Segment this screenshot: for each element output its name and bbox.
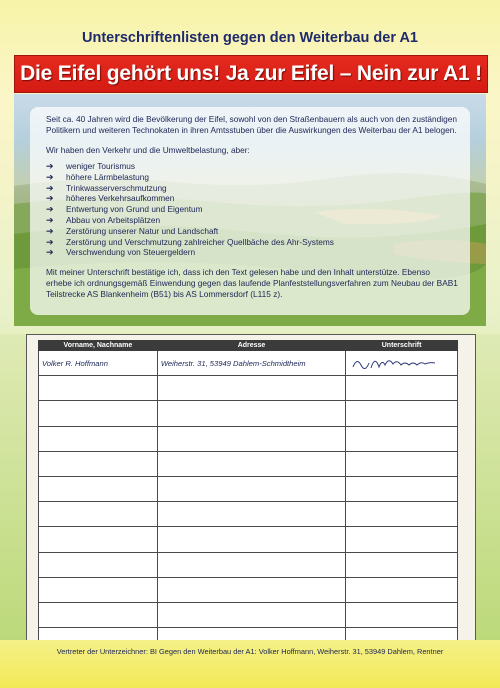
signature-cell[interactable] [346,451,458,476]
signature-cell[interactable] [346,602,458,627]
list-item: ➔ Entwertung von Grund und Eigentum [46,204,203,215]
signature-rows [39,351,458,653]
arrow-right-icon: ➔ [46,225,54,236]
column-header-signature: Unterschrift [346,341,458,351]
signature-cell[interactable] [346,376,458,401]
name-cell[interactable] [39,552,158,577]
address-cell[interactable] [157,401,345,426]
name-cell[interactable] [39,401,158,426]
list-item: ➔ Trinkwasserverschmutzung [46,182,167,193]
list-item: ➔ Verschwendung von Steuergeldern [46,247,196,258]
signature-cell[interactable] [346,476,458,501]
address-cell[interactable] [157,476,345,501]
column-header-address: Adresse [157,341,345,351]
list-item: ➔ weniger Tourismus [46,161,136,171]
side-decoration-left [0,334,26,640]
arrow-right-icon: ➔ [46,236,54,247]
table-row [39,577,458,602]
arrow-right-icon: ➔ [46,193,54,204]
table-row [39,401,458,426]
name-cell[interactable] [39,476,158,501]
table-row [39,602,458,627]
arrow-right-icon: ➔ [46,247,54,258]
signature-cell[interactable] [346,527,458,552]
address-cell[interactable] [157,426,345,451]
table-row [39,552,458,577]
name-cell[interactable] [39,602,158,627]
slogan-banner [14,55,488,93]
name-cell[interactable] [39,426,158,451]
list-item: ➔ höhere Lärmbelastung [46,171,150,182]
arrow-right-icon: ➔ [46,182,54,193]
address-cell[interactable] [157,602,345,627]
table-row [39,376,458,401]
address-cell[interactable]: Weiherstr. 31, 53949 Dahlem-Schmidtheim [157,351,345,376]
name-cell[interactable] [39,502,158,527]
arrow-right-icon: ➔ [46,204,54,215]
address-cell[interactable] [157,577,345,602]
address-cell[interactable] [157,376,345,401]
table-header-row [39,341,458,351]
address-cell[interactable] [157,502,345,527]
signature-cell[interactable] [346,401,458,426]
side-decoration-right [474,334,500,640]
table-row [39,451,458,476]
intro-subhead: Wir haben den Verkehr und die Umweltbelastung, aber: [46,145,250,155]
signature-cell[interactable] [346,426,458,451]
slogan-text: Die Eifel gehört uns! Ja zur Eifel – Nein zur A1 ! [20,62,482,85]
arrow-right-icon: ➔ [46,214,54,225]
table-row [39,527,458,552]
table-row [39,426,458,451]
signature-cell[interactable] [346,502,458,527]
intro-paragraph: Seit ca. 40 Jahren wird die Bevölkerung der Eifel, sowohl von den Straßenbauern als auch von den zuständigen Politikern und weiteren Technokaten in ihren Amtsstuben über die Auswirkungen des Weiterbau der A1 belogen. [46,114,457,135]
signature-cell[interactable] [346,351,458,376]
declaration-text: Mit meiner Unterschrift bestätige ich, dass ich den Text gelesen habe und den Inhalt unterstütze. Ebenso erhebe ich ordnungsgemäß Einwendung gegen das laufende Planfeststellungsverfahren zum Neubau der BAB1 Teilstrecke AS Blankenheim (B51) bis AS Lommersdorf (L115 z). [46,267,458,300]
list-item: ➔ Zerstörung und Verschmutzung zahlreicher Quellbäche des Ahr-Systems [46,236,334,247]
table-row [39,502,458,527]
arrow-right-icon: ➔ [46,171,54,182]
name-cell[interactable]: Volker R. Hoffmann [39,351,158,376]
address-cell[interactable] [157,527,345,552]
consequence-list [46,161,458,258]
name-cell[interactable] [39,451,158,476]
name-cell[interactable] [39,577,158,602]
list-item: ➔ Abbau von Arbeitsplätzen [46,214,161,225]
arrow-right-icon: ➔ [46,161,54,171]
handwritten-signature [349,353,449,373]
column-header-name: Vorname, Nachname [39,341,158,351]
name-cell[interactable] [39,376,158,401]
name-cell[interactable] [39,527,158,552]
list-item: ➔ Zerstörung unserer Natur und Landschaft [46,225,219,236]
intro-section [46,114,458,300]
address-cell[interactable] [157,552,345,577]
signature-cell[interactable] [346,552,458,577]
list-item: ➔ höheres Verkehrsaufkommen [46,193,175,204]
table-row [39,476,458,501]
signature-cell[interactable] [346,577,458,602]
page-title: Unterschriftenlisten gegen den Weiterbau der A1 [82,30,418,46]
footer-text: Vertreter der Unterzeichner: BI Gegen den Weiterbau der A1: Volker Hoffmann, Weiherstr. 31, 53949 Dahlem, Rentner [56,647,444,656]
signature-table [38,340,458,653]
table-row [39,351,458,376]
address-cell[interactable] [157,451,345,476]
